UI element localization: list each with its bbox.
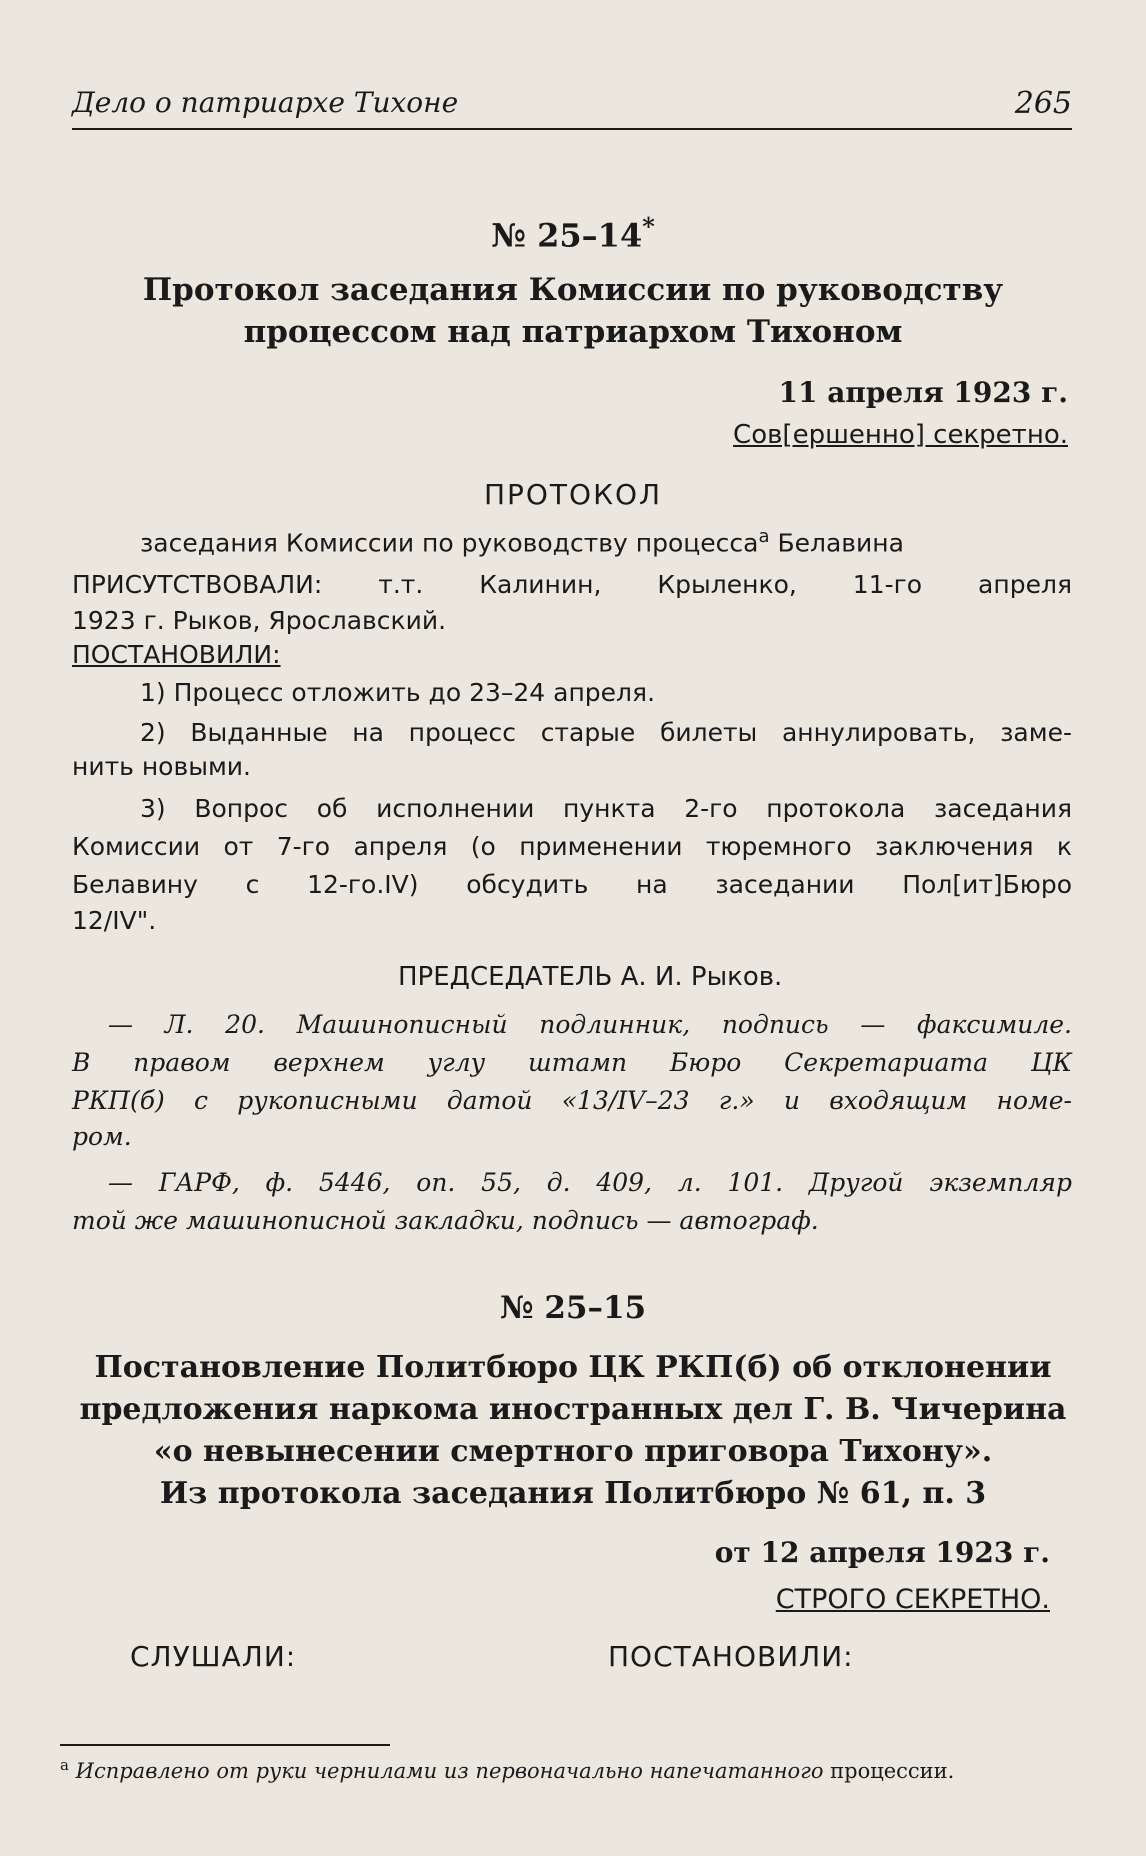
- doc1-title-line-2: процессом над патриархом Тихоном: [243, 314, 903, 350]
- doc2-title-line-3: «о невынесении смертного приговора Тихону».: [153, 1434, 993, 1469]
- doc1-date: 11 апреля 1923 г.: [778, 376, 1068, 409]
- note1-line-2: В правом верхнем углу штамп Бюро Секретариата ЦК: [72, 1048, 1072, 1077]
- heard-heading: СЛУШАЛИ:: [130, 1640, 297, 1673]
- resolved-heading: ПОСТАНОВИЛИ:: [72, 640, 281, 669]
- doc2-title-line-1: Постановление Политбюро ЦК РКП(б) об отклонении: [94, 1350, 1052, 1385]
- protocol-heading: ПРОТОКОЛ: [483, 478, 663, 511]
- item-3-line-2: Комиссии от 7-го апреля (о применении тюремного заключения к: [72, 832, 1072, 861]
- item-3-line-4: 12/IV".: [72, 906, 157, 935]
- doc2-date: от 12 апреля 1923 г.: [714, 1536, 1050, 1569]
- doc2-number: № 25–15: [499, 1290, 647, 1326]
- note1-line-4: ром.: [72, 1122, 132, 1151]
- footnote: [60, 1756, 954, 1783]
- doc2-title-line-4: Из протокола заседания Политбюро № 61, п. 3: [159, 1476, 987, 1511]
- page-number: 265: [1014, 86, 1072, 121]
- footnote-text: Исправлено от руки чернилами из первоначально напечатанного: [75, 1759, 824, 1783]
- resolved-column-heading: ПОСТАНОВИЛИ:: [608, 1640, 854, 1673]
- present-line-2: 1923 г. Рыков, Ярославский.: [72, 606, 447, 635]
- item-3-line-3: Белавину с 12-го.IV) обсудить на заседании Пол[ит]Бюро: [72, 870, 1072, 899]
- note2-line-2: той же машинописной закладки, подпись — автограф.: [72, 1206, 819, 1235]
- item-2-line-1: 2) Выданные на процесс старые билеты аннулировать, заме-: [140, 718, 1072, 747]
- running-title: Дело о патриархе Тихоне: [72, 86, 459, 119]
- chairman-line: ПРЕДСЕДАТЕЛЬ А. И. Рыков.: [398, 962, 783, 992]
- note1-line-1: — Л. 20. Машинописный подлинник, подпись — факсимиле.: [108, 1010, 1072, 1039]
- session-line-mark: а: [758, 526, 770, 547]
- running-header: [72, 82, 1072, 130]
- item-3-line-1: 3) Вопрос об исполнении пункта 2-го протокола заседания: [140, 794, 1072, 823]
- doc1-number: № 25–14*: [491, 212, 655, 255]
- present-line-1: ПРИСУТСТВОВАЛИ: т.т. Калинин, Крыленко, 11-го апреля: [72, 570, 1072, 599]
- footnote-rule: [60, 1744, 390, 1746]
- footnote-mark: а: [60, 1756, 69, 1774]
- doc1-number-mark: *: [642, 212, 655, 241]
- doc2-secrecy: СТРОГО СЕКРЕТНО.: [775, 1584, 1050, 1615]
- session-line: заседания Комиссии по руководству процесса$^а$ Белавина: [140, 526, 904, 558]
- doc1-title-line-1: Протокол заседания Комиссии по руководству: [142, 272, 1004, 308]
- doc2-title-line-2: предложения наркома иностранных дел Г. В. Чичерина: [79, 1392, 1067, 1427]
- doc1-secrecy: Сов[ершенно] секретно.: [733, 420, 1068, 450]
- note1-line-3: РКП(б) с рукописными датой «13/IV–23 г.» и входящим номе-: [72, 1086, 1072, 1115]
- item-1: 1) Процесс отложить до 23–24 апреля.: [140, 678, 656, 707]
- footnote-tail: процессии.: [823, 1759, 955, 1783]
- note2-line-1: — ГАРФ, ф. 5446, оп. 55, д. 409, л. 101. Другой экземпляр: [108, 1168, 1072, 1197]
- item-2-line-2: нить новыми.: [72, 752, 252, 781]
